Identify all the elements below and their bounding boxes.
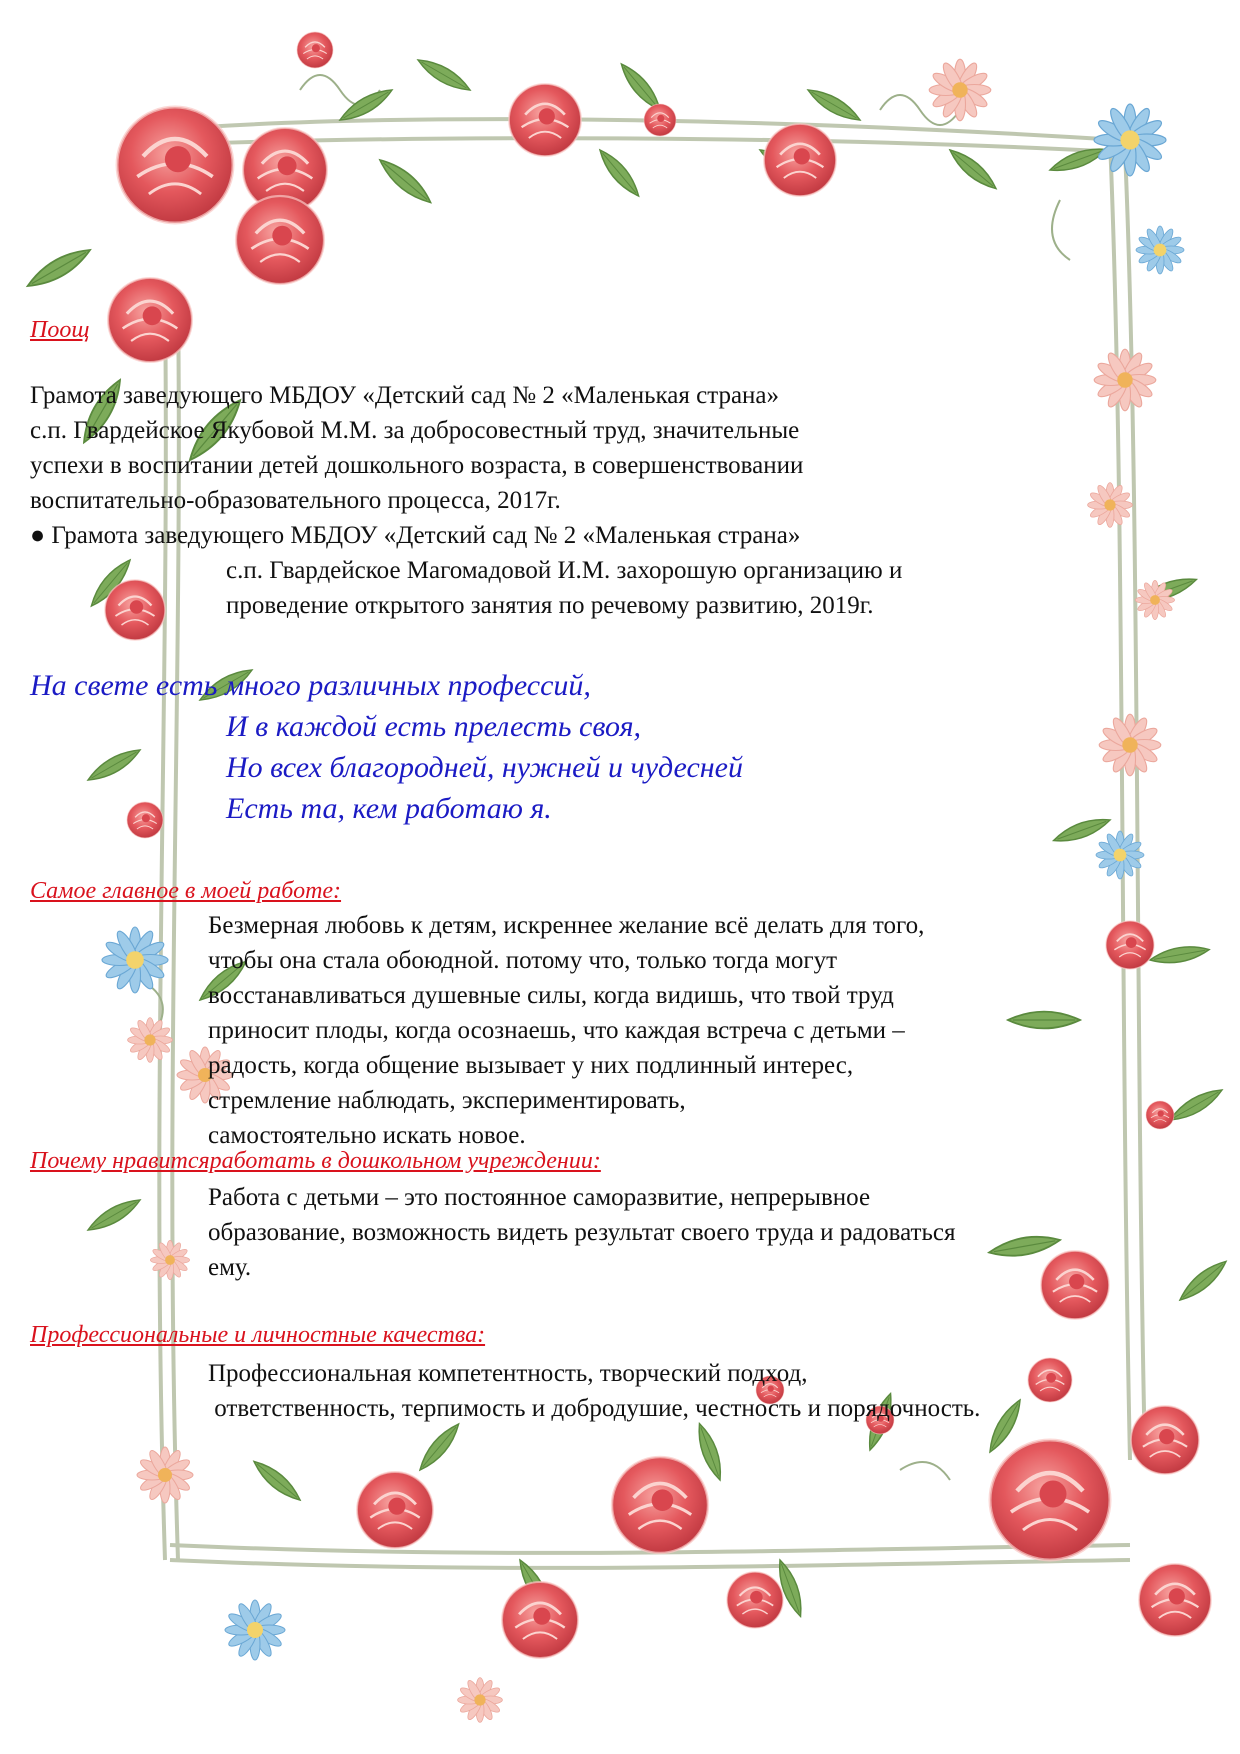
- main-text-line: стремление наблюдать, экспериментировать,: [208, 1087, 686, 1114]
- award-1-line: успехи в воспитании детей дошкольного возраста, в совершенствовании: [30, 452, 804, 479]
- poem-line: И в каждой есть прелесть своя,: [226, 710, 642, 743]
- qualities-text: [208, 1356, 980, 1426]
- qualities-text-line: ответственность, терпимость и добродушие, честность и порядочность.: [208, 1395, 981, 1422]
- main-heading: Самое главное в моей работе:: [30, 878, 342, 904]
- main-text-line: чтобы она стала обоюдной. потому что, только тогда могут: [208, 947, 838, 974]
- awards-heading: Поощ: [30, 317, 90, 343]
- award-1-line: воспитательно-образовательного процесса, 2017г.: [30, 487, 561, 514]
- award-2-line: проведение открытого занятия по речевому развитию, 2019г.: [226, 592, 874, 619]
- main-text-line: радость, когда общение вызывает у них подлинный интерес,: [208, 1052, 854, 1079]
- poem-line: Есть та, кем работаю я.: [226, 792, 552, 825]
- qualities-heading: Профессиональные и личностные качества:: [30, 1322, 486, 1348]
- why-text-line: Работа с детьми – это постоянное саморазвитие, непрерывное: [208, 1184, 871, 1211]
- poem-line: Но всех благородней, нужней и чудесней: [226, 751, 743, 784]
- award-2-line: ● Грамота заведующего МБДОУ «Детский сад № 2 «Маленькая страна»: [30, 522, 801, 549]
- award-2-line: с.п. Гвардейское Магомадовой И.М. захорошую организацию и: [226, 557, 903, 584]
- award-item-1: [30, 378, 803, 518]
- main-text-line: Безмерная любовь к детям, искреннее желание всё делать для того,: [208, 912, 925, 939]
- why-heading: Почему нравитсяработать в дошкольном учреждении:: [30, 1148, 601, 1174]
- award-1-line: Грамота заведующего МБДОУ «Детский сад № 2 «Маленькая страна»: [30, 382, 780, 409]
- main-text-line: восстанавливаться душевные силы, когда видишь, что твой труд: [208, 982, 894, 1009]
- main-text-line: самостоятельно искать новое.: [208, 1122, 526, 1149]
- why-text-line: ему.: [208, 1254, 252, 1281]
- why-text: [208, 1180, 955, 1285]
- poem: [30, 665, 743, 829]
- award-item-2: [30, 518, 902, 623]
- main-text: [208, 908, 924, 1153]
- why-text-line: образование, возможность видеть результат своего труда и радоваться: [208, 1219, 956, 1246]
- qualities-text-line: Профессиональная компетентность, творческий подход,: [208, 1360, 808, 1387]
- main-text-line: приносит плоды, когда осознаешь, что каждая встреча с детьми –: [208, 1017, 905, 1044]
- award-1-line: с.п. Гвардейское Якубовой М.М. за добросовестный труд, значительные: [30, 417, 800, 444]
- poem-line: На свете есть много различных профессий,: [30, 669, 591, 702]
